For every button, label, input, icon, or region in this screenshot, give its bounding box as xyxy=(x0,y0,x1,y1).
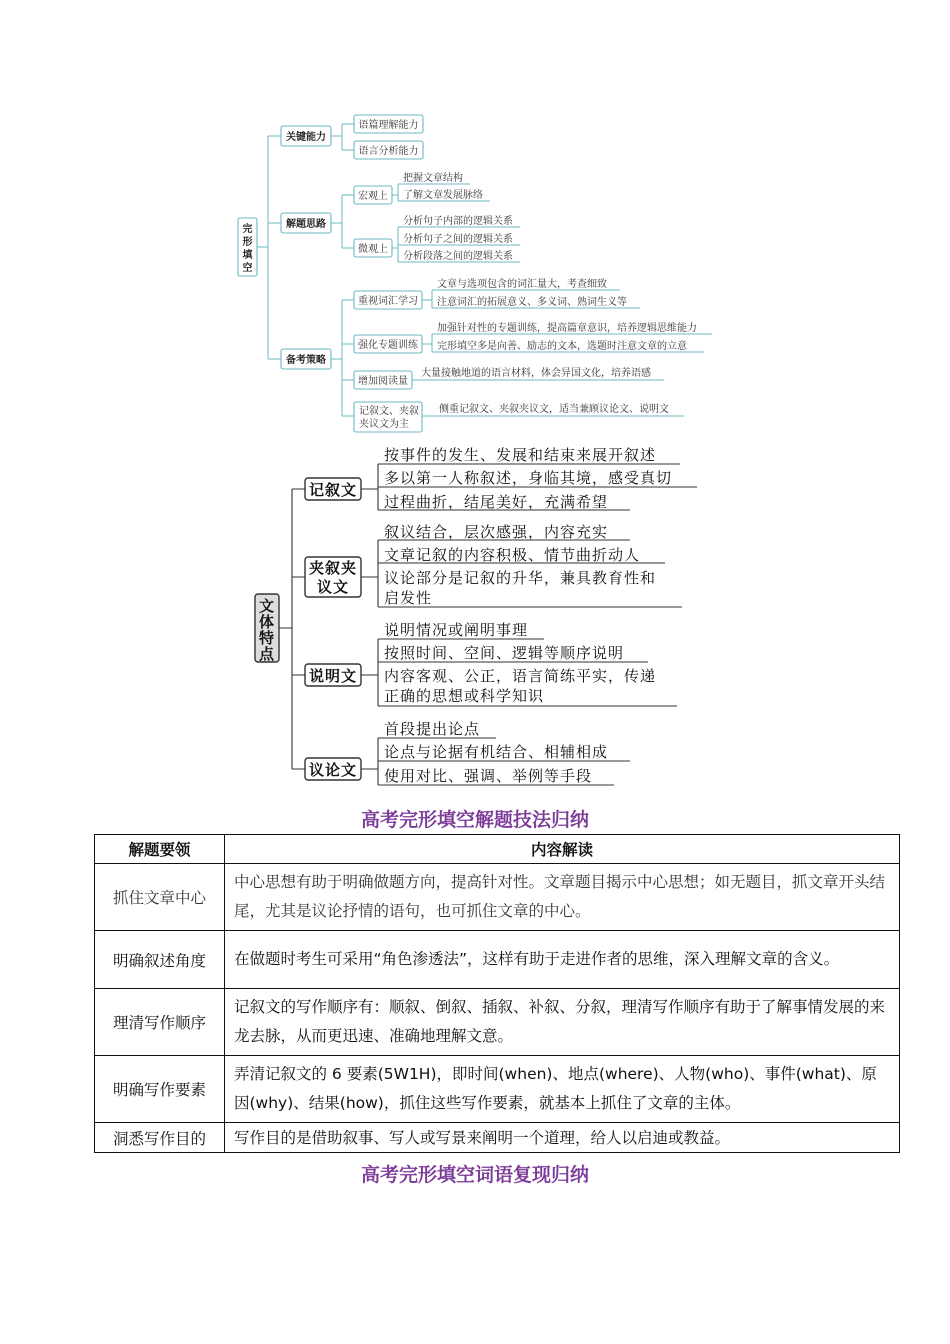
mindmap-leaf: 分析句子之间的逻辑关系 xyxy=(403,234,513,245)
genre-label: 记叙文 xyxy=(308,481,358,499)
mindmap-cloze-test xyxy=(0,0,950,440)
mindmap-leaf: 完形填空多是向善、励志的文本，选题时注意文章的立意 xyxy=(437,341,687,352)
mindmap-sub-label: 微观上 xyxy=(358,244,388,255)
mindmap-sub-label: 夹议文为主 xyxy=(359,419,409,430)
genre-label: 夹叙夹 xyxy=(308,559,358,577)
table-row xyxy=(95,1123,900,1153)
table-header-row xyxy=(95,835,900,864)
mindmap-leaf: 文章与选项包含的词汇量大，考查细致 xyxy=(437,279,607,290)
mindmap-leaf: 注意词汇的拓展意义、多义词、熟词生义等 xyxy=(437,297,627,308)
genre-item: 按事件的发生、发展和结束来展开叙述 xyxy=(384,446,657,464)
genre-item: 议论部分是记叙的升华，兼具教育性和 xyxy=(384,569,657,587)
genre-root-char: 体 xyxy=(258,613,276,631)
table-row xyxy=(95,1056,900,1123)
genre-item: 启发性 xyxy=(384,589,433,607)
table-cell-value: 弄清记叙文的 6 要素(5W1H)，即时间(when)、地点(where)、人物(who)、事件(what)、原因(why)、结果(how)，抓住这些写作要素，就基本上抓住了文章的主体。 xyxy=(225,1056,900,1123)
table-cell-value: 记叙文的写作顺序有：顺叙、倒叙、插叙、补叙、分叙，理清写作顺序有助于了解事情发展的来龙去脉，从而更迅速、准确地理解文意。 xyxy=(225,989,900,1056)
mindmap-branch-label: 关键能力 xyxy=(286,132,326,143)
mindmap-branch-label: 备考策略 xyxy=(286,355,326,366)
mindmap-root-char: 空 xyxy=(242,263,253,274)
table-row xyxy=(95,931,900,989)
mindmap-leaf: 语篇理解能力 xyxy=(358,120,419,131)
table-row xyxy=(95,864,900,931)
mindmap-sub-label: 记叙文、夹叙 xyxy=(359,406,419,417)
genre-root-char: 特 xyxy=(258,629,276,647)
genre-label: 议论文 xyxy=(308,761,358,779)
table-cell-key: 洞悉写作目的 xyxy=(95,1123,225,1153)
table-cell-key: 理清写作顺序 xyxy=(95,989,225,1056)
genre-item: 说明情况或阐明事理 xyxy=(384,621,529,639)
mindmap-root-char: 填 xyxy=(242,250,253,261)
mindmap-leaf: 语言分析能力 xyxy=(358,146,419,157)
table-cell-value: 在做题时考生可采用“角色渗透法”，这样有助于走进作者的思维，深入理解文章的含义。 xyxy=(225,931,900,989)
mindmap-leaf: 侧重记叙文、夹叙夹议文，适当兼顾议论文、说明文 xyxy=(439,404,669,415)
mindmap-root-char: 完 xyxy=(242,224,253,235)
genre-label: 议文 xyxy=(316,578,350,596)
genre-item: 过程曲折，结尾美好，充满希望 xyxy=(384,493,609,511)
mindmap-sub-label: 重视词汇学习 xyxy=(358,296,418,307)
genre-item: 论点与论据有机结合、相辅相成 xyxy=(384,743,609,761)
section-title-word-recurrence: 高考完形填空词语复现归纳 xyxy=(360,1164,589,1186)
table-cell-value: 写作目的是借助叙事、写人或写景来阐明一个道理，给人以启迪或教益。 xyxy=(225,1123,900,1153)
table-row xyxy=(95,989,900,1056)
genre-item: 首段提出论点 xyxy=(384,720,481,738)
table-cell-value: 中心思想有助于明确做题方向，提高针对性。文章题目揭示中心思想；如无题目，抓文章开头结尾，尤其是议论抒情的语句，也可抓住文章的中心。 xyxy=(225,864,900,931)
mindmap-leaf: 把握文章结构 xyxy=(403,173,463,184)
genre-item: 使用对比、强调、举例等手段 xyxy=(384,767,593,785)
table-cell-key: 明确写作要素 xyxy=(95,1056,225,1123)
table-cell-key: 抓住文章中心 xyxy=(95,864,225,931)
mindmap-leaf: 分析段落之间的逻辑关系 xyxy=(403,251,513,262)
genre-root-char: 文 xyxy=(258,597,276,615)
mindmap-sub-label: 增加阅读量 xyxy=(358,376,408,387)
mindmap-leaf: 了解文章发展脉络 xyxy=(403,190,483,201)
genre-item: 多以第一人称叙述，身临其境，感受真切 xyxy=(384,469,673,487)
mindmap-sub-label: 强化专题训练 xyxy=(358,340,418,351)
genre-item: 正确的思想或科学知识 xyxy=(384,687,545,705)
table-header: 内容解读 xyxy=(225,835,900,864)
techniques-table xyxy=(94,834,900,1153)
table-header: 解题要领 xyxy=(95,835,225,864)
table-cell-key: 明确叙述角度 xyxy=(95,931,225,989)
genre-item: 叙议结合，层次感强，内容充实 xyxy=(384,523,609,541)
mindmap-leaf: 分析句子内部的逻辑关系 xyxy=(403,216,513,227)
genre-item: 内容客观、公正，语言简练平实，传递 xyxy=(384,667,657,685)
genre-item: 按照时间、空间、逻辑等顺序说明 xyxy=(384,644,625,662)
mindmap-leaf: 加强针对性的专题训练，提高篇章意识，培养逻辑思维能力 xyxy=(437,323,697,334)
genre-label: 说明文 xyxy=(308,667,358,685)
mindmap-sub-label: 宏观上 xyxy=(358,191,388,202)
genre-item: 文章记叙的内容积极、情节曲折动人 xyxy=(384,546,641,564)
mindmap-root-char: 形 xyxy=(242,237,253,248)
mindmap-genre-features xyxy=(0,440,950,800)
mindmap-leaf: 大量接触地道的语言材料，体会异国文化，培养语感 xyxy=(421,368,651,379)
mindmap-branch-label: 解题思路 xyxy=(286,219,326,230)
genre-root-char: 点 xyxy=(258,645,276,663)
section-title-techniques: 高考完形填空解题技法归纳 xyxy=(360,809,589,831)
